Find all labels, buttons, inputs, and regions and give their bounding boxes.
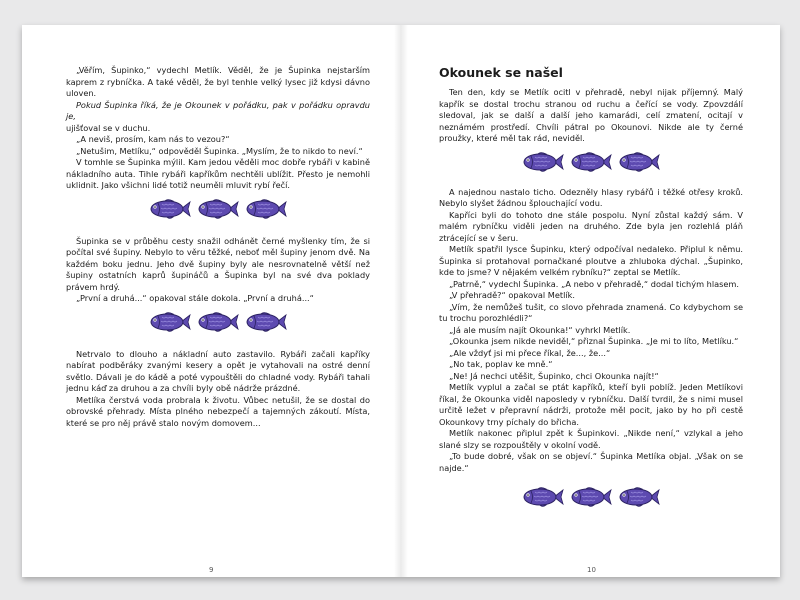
- paragraph-italic: Pokud Šupinka říká, že je Okounek v pořádku, pak v pořádku opravdu je,: [66, 99, 370, 121]
- fish-icon: [618, 486, 660, 508]
- fish-icon: [522, 486, 564, 508]
- right-page-text: [439, 87, 743, 524]
- book-spread: [22, 25, 780, 577]
- paragraph: „Já ale musím najít Okounka!“ vyhrkl Metlík.: [449, 324, 631, 335]
- fish-icon: [149, 311, 191, 333]
- left-page-text: [66, 65, 370, 429]
- paragraph: ujišťoval se v duchu.: [66, 122, 151, 133]
- fish-icon: [197, 311, 239, 333]
- fish-icon: [197, 198, 239, 220]
- paragraph: „To bude dobré, však on se objeví.“ Šupinka Metlíka objal. „Však on se najde.“: [439, 451, 743, 473]
- paragraph: Netrvalo to dlouho a nákladní auto zastavilo. Rybáři začali kapříky nabírat podběráky zvanými kesery a opět je vytahovali na ostré denní světlo. Dávali je do kádě a poté vypouštěli do chladné vody. Rybáři tahali jednu káď za druhou a za chvíli byly obě nádrže prázdné.: [66, 348, 370, 393]
- paragraph: Metlíka čerstvá voda probrala k životu. Vůbec netušil, že se dostal do obrovské přehrady. Místa plného nebezpečí a tajemných zákoutí. Místa, které se pro něj právě stalo novým domovem...: [66, 394, 370, 428]
- fish-divider: [439, 151, 743, 173]
- page-number: 9: [209, 566, 214, 574]
- fish-icon: [570, 151, 612, 173]
- page-number: 10: [587, 566, 596, 574]
- paragraph: Metlík nakonec připlul zpět k Šupinkovi. „Nikde není,“ vzlykal a jeho slané slzy se rozpouštěly v okolní vodě.: [439, 428, 743, 450]
- fish-icon: [570, 486, 612, 508]
- paragraph: „V přehradě?“ opakoval Metlík.: [449, 290, 575, 300]
- paragraph: „Netušim, Metlíku,“ odpověděl Šupinka. „Myslím, že to nikdo to neví.“: [76, 145, 363, 156]
- paragraph: „A neviš, prosím, kam nás to vezou?“: [76, 134, 230, 144]
- fish-icon: [149, 198, 191, 220]
- paragraph: Šupinka se v průběhu cesty snažil odhánět černé myšlenky tím, že si počítal své šupiny. Nebylo to věru těžké, neboť měl šupiny jenom dvě. Na každém boku jednu. Jeho dvě šupiny byly ale nesrovnatelně větší než šupiny ostatních kaprů šupináčů a Šupinka byl na své dva poklady právem hrdý.: [66, 235, 370, 292]
- paragraph: Ten den, kdy se Metlík ocitl v přehradě, nebyl nijak příjemný. Malý kapřík se dostal trochu stranou od ruchu a čeřící se vody. Zpovzdálí sledoval, jak se další a další jeho kamarádi, celí zmatení, ocitají v neznámém prostředí. Chvíli pátral po Okounovi. Nikde ale ty černé proužky, které měl tak rád, neviděl.: [439, 87, 743, 143]
- paragraph: „První a druhá...“ opakoval stále dokola. „První a druhá...“: [76, 293, 314, 303]
- paragraph: Metlík vyplul a začal se ptát kapříků, kteří byli poblíž. Jeden Metlíkovi říkal, že Okounka viděl naposledy v rybníčku. Další tvrdil, že s nimi musel určitě ležet v přepravní nádrži, protože měl pocit, jako by ho při cestě Okounkovy trny píchaly do břicha.: [439, 382, 743, 427]
- paragraph: Metlík spatřil lysce Šupinku, který odpočíval nedaleko. Připlul k němu. Šupinka si protahoval pornačkané ploutve a zhluboka dýchal. „Šupinko, kde to jsme? V nějakém velkém rybníku?“ zeptal se Metlík.: [439, 244, 743, 277]
- paragraph: „Okounka jsem nikde neviděl,“ přiznal Šupinka. „Je mi to líto, Metlíku.“: [449, 336, 739, 346]
- fish-icon: [522, 151, 564, 173]
- paragraph: Kapříci byli do tohoto dne stále pospolu. Nyní zůstal každý sám. V malém rybníčku viděli jeden na druhého. Zde byla jen rozlehlá pláň ztrácející se v šeru.: [439, 209, 743, 243]
- chapter-heading: Okounek se našel: [439, 65, 563, 80]
- paragraph: „Ne! Já nechci utěšit, Šupinko, chci Okounka najít!“: [449, 370, 659, 381]
- paragraph: „Věřím, Šupinko,“ vydechl Metlík. Věděl, že je Šupinka nejstarším kaprem z rybníčka. A také věděl, že byl tenhle velký lysec již kdysi dávno uloven.: [66, 65, 370, 98]
- fish-divider: [66, 198, 370, 220]
- right-page: [401, 25, 780, 577]
- paragraph: „Patrně,“ vydechl Šupinka. „A nebo v přehradě,“ dodal tichým hlasem.: [449, 278, 740, 289]
- paragraph: „Vím, že nemůžeš tušit, co slovo přehrada znamená. Co kdybychom se tu trochu porozhlédli?“: [439, 301, 743, 323]
- paragraph: V tomhle se Šupinka mýlil. Kam jedou věděli moc dobře rybáři v kabině nákladního auta. Tihle rybáři kapříkům nechtěli ublížit. Přesto je nemohli uklidnit. Jako všichni lidé totiž neuměli mluvit rybí řečí.: [66, 157, 370, 190]
- left-page: [22, 25, 401, 577]
- paragraph: „No tak, poplav ke mně.“: [449, 359, 553, 369]
- book-gutter: [394, 25, 408, 577]
- fish-icon: [245, 311, 287, 333]
- fish-divider: [439, 486, 743, 508]
- paragraph: A najednou nastalo ticho. Odezněly hlasy rybářů i těžké otřesy kroků. Nebylo slyšet žádnou šplouchající vodu.: [439, 186, 743, 208]
- paragraph: „Ale vždyť jsi mi přece říkal, že..., že...“: [449, 347, 611, 358]
- fish-icon: [618, 151, 660, 173]
- fish-icon: [245, 198, 287, 220]
- fish-divider: [66, 311, 370, 333]
